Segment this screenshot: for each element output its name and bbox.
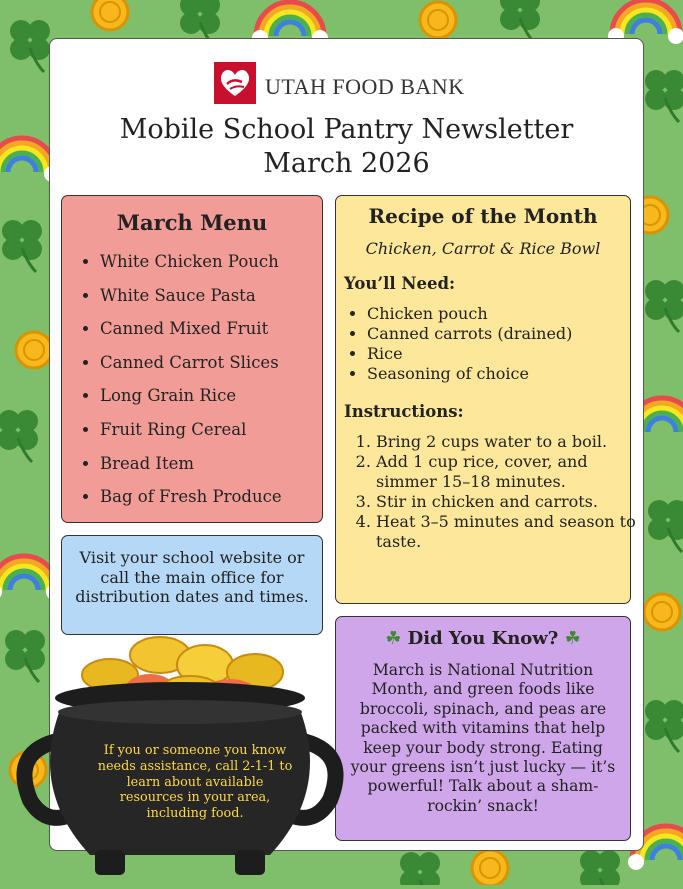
- instruction-step: 1. Bring 2 cups water to a boil.: [376, 432, 638, 452]
- menu-item: • White Sauce Pasta: [100, 284, 282, 318]
- did-you-know-title: [336, 628, 630, 649]
- menu-list: [82, 250, 282, 519]
- ingredient-item: • Chicken pouch: [367, 304, 572, 324]
- heart-hand-logo-icon: [214, 62, 256, 104]
- recipe-card: [335, 195, 636, 604]
- menu-item: • Canned Mixed Fruit: [100, 317, 282, 351]
- ingredient-item: • Seasoning of choice: [367, 364, 572, 384]
- menu-item: • Long Grain Rice: [100, 384, 282, 418]
- ingredients-list: [350, 304, 572, 384]
- ingredient-item: • Canned carrots (drained): [367, 324, 572, 344]
- march-menu-card: [61, 195, 323, 523]
- recipe-subtitle: Chicken, Carrot & Rice Bowl: [365, 239, 601, 258]
- shamrock-icon: ☘: [564, 628, 581, 649]
- brand-header: [50, 60, 643, 102]
- menu-item: • Fruit Ring Cereal: [100, 418, 282, 452]
- pot-of-gold: [0, 600, 360, 885]
- menu-item: • Canned Carrot Slices: [100, 351, 282, 385]
- instruction-step: 2. Add 1 cup rice, cover, and simmer 15–18 minutes.: [376, 452, 638, 492]
- visit-text: Visit your school website or call the main office for distribution dates and times.: [75, 548, 309, 606]
- instructions-list: [356, 432, 638, 552]
- did-you-know-text: March is National Nutrition Month, and green foods like broccoli, spinach, and peas are packed with vitamins that help keep your body strong. Eating your greens isn’t just lucky — it’s powerful! Talk about a sham-rockin’ snack!: [350, 661, 616, 815]
- ingredient-item: • Rice: [367, 344, 572, 364]
- menu-item: • Bread Item: [100, 452, 282, 486]
- instruction-step: 3. Stir in chicken and carrots.: [376, 492, 638, 512]
- assistance-text: If you or someone you know needs assistance, call 2-1-1 to learn about available resources in your area, including food.: [97, 743, 293, 822]
- shamrock-icon: ☘: [385, 628, 402, 649]
- brand-name: UTAH FOOD BANK: [265, 74, 465, 99]
- did-you-know-card: [335, 616, 631, 841]
- did-you-know-heading: Did You Know?: [407, 628, 559, 649]
- menu-item: • Bag of Fresh Produce: [100, 485, 282, 519]
- instructions-heading: Instructions:: [344, 402, 464, 421]
- menu-item: • White Chicken Pouch: [100, 250, 282, 284]
- ingredients-heading: You’ll Need:: [344, 274, 456, 293]
- page-title: [50, 113, 643, 181]
- recipe-title: Recipe of the Month: [368, 204, 598, 228]
- instruction-step: 4. Heat 3–5 minutes and season to taste.: [376, 512, 638, 552]
- title-line-1: Mobile School Pantry Newsletter: [119, 114, 574, 145]
- menu-title: March Menu: [116, 210, 268, 235]
- title-line-2: March 2026: [263, 148, 430, 179]
